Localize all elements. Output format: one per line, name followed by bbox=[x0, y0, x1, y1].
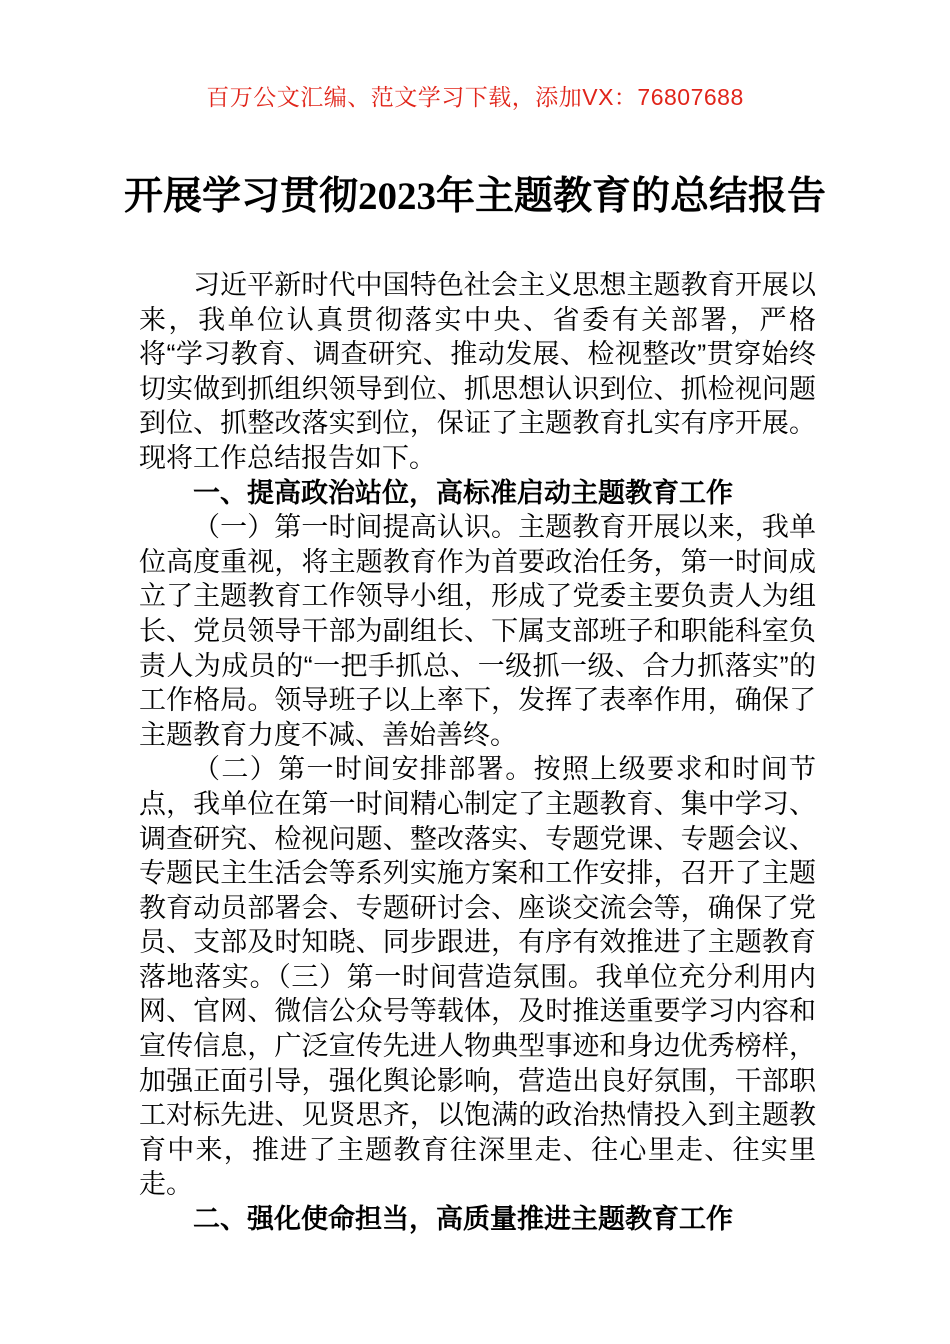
section-heading-2: 二、强化使命担当，高质量推进主题教育工作 bbox=[193, 1204, 733, 1235]
document-title: 开展学习贯彻2023年主题教育的总结报告 bbox=[123, 175, 826, 218]
paragraph-section1-item1: （一）第一时间提高认识。主题教育开展以来，我单位高度重视，将主题教育作为首要政治任务，第一时间成立了主题教育工作领导小组，形成了党委主要负责人为组长、党员领导干部为副组长、下属支部班子和职能科室负责人为成员的“一把手抓总、一级抓一级、合力抓落实”的工作格局。领导班子以上率下，发挥了表率作用，确保了主题教育力度不减、善始善终。 bbox=[139, 512, 816, 750]
promo-notice: 百万公文汇编、范文学习下载，添加VX：76807688 bbox=[206, 84, 744, 110]
section-heading-1: 一、提高政治站位，高标准启动主题教育工作 bbox=[193, 477, 733, 508]
paragraph-section1-item2-3: （二）第一时间安排部署。按照上级要求和时间节点，我单位在第一时间精心制定了主题教育、集中学习、调查研究、检视问题、整改落实、专题党课、专题会议、专题民主生活会等系列实施方案和工作安排，召开了主题教育动员部署会、专题研讨会、座谈交流会等，确保了党员、支部及时知晓、同步跟进，有序有效推进了主题教育落地落实。（三）第一时间营造氛围。我单位充分利用内网、官网、微信公众号等载体，及时推送重要学习内容和宣传信息，广泛宣传先进人物典型事迹和身边优秀榜样，加强正面引导，强化舆论影响，营造出良好氛围，干部职工对标先进、见贤思齐，以饱满的政治热情投入到主题教育中来，推进了主题教育往深里走、往心里走、往实里走。 bbox=[139, 754, 816, 1200]
document-body bbox=[139, 268, 816, 1237]
paragraph-intro: 习近平新时代中国特色社会主义思想主题教育开展以来，我单位认真贯彻落实中央、省委有关部署，严格将“学习教育、调查研究、推动发展、检视整改”贯穿始终切实做到抓组织领导到位、抓思想认识到位、抓检视问题到位、抓整改落实到位，保证了主题教育扎实有序开展。现将工作总结报告如下。 bbox=[139, 270, 816, 473]
